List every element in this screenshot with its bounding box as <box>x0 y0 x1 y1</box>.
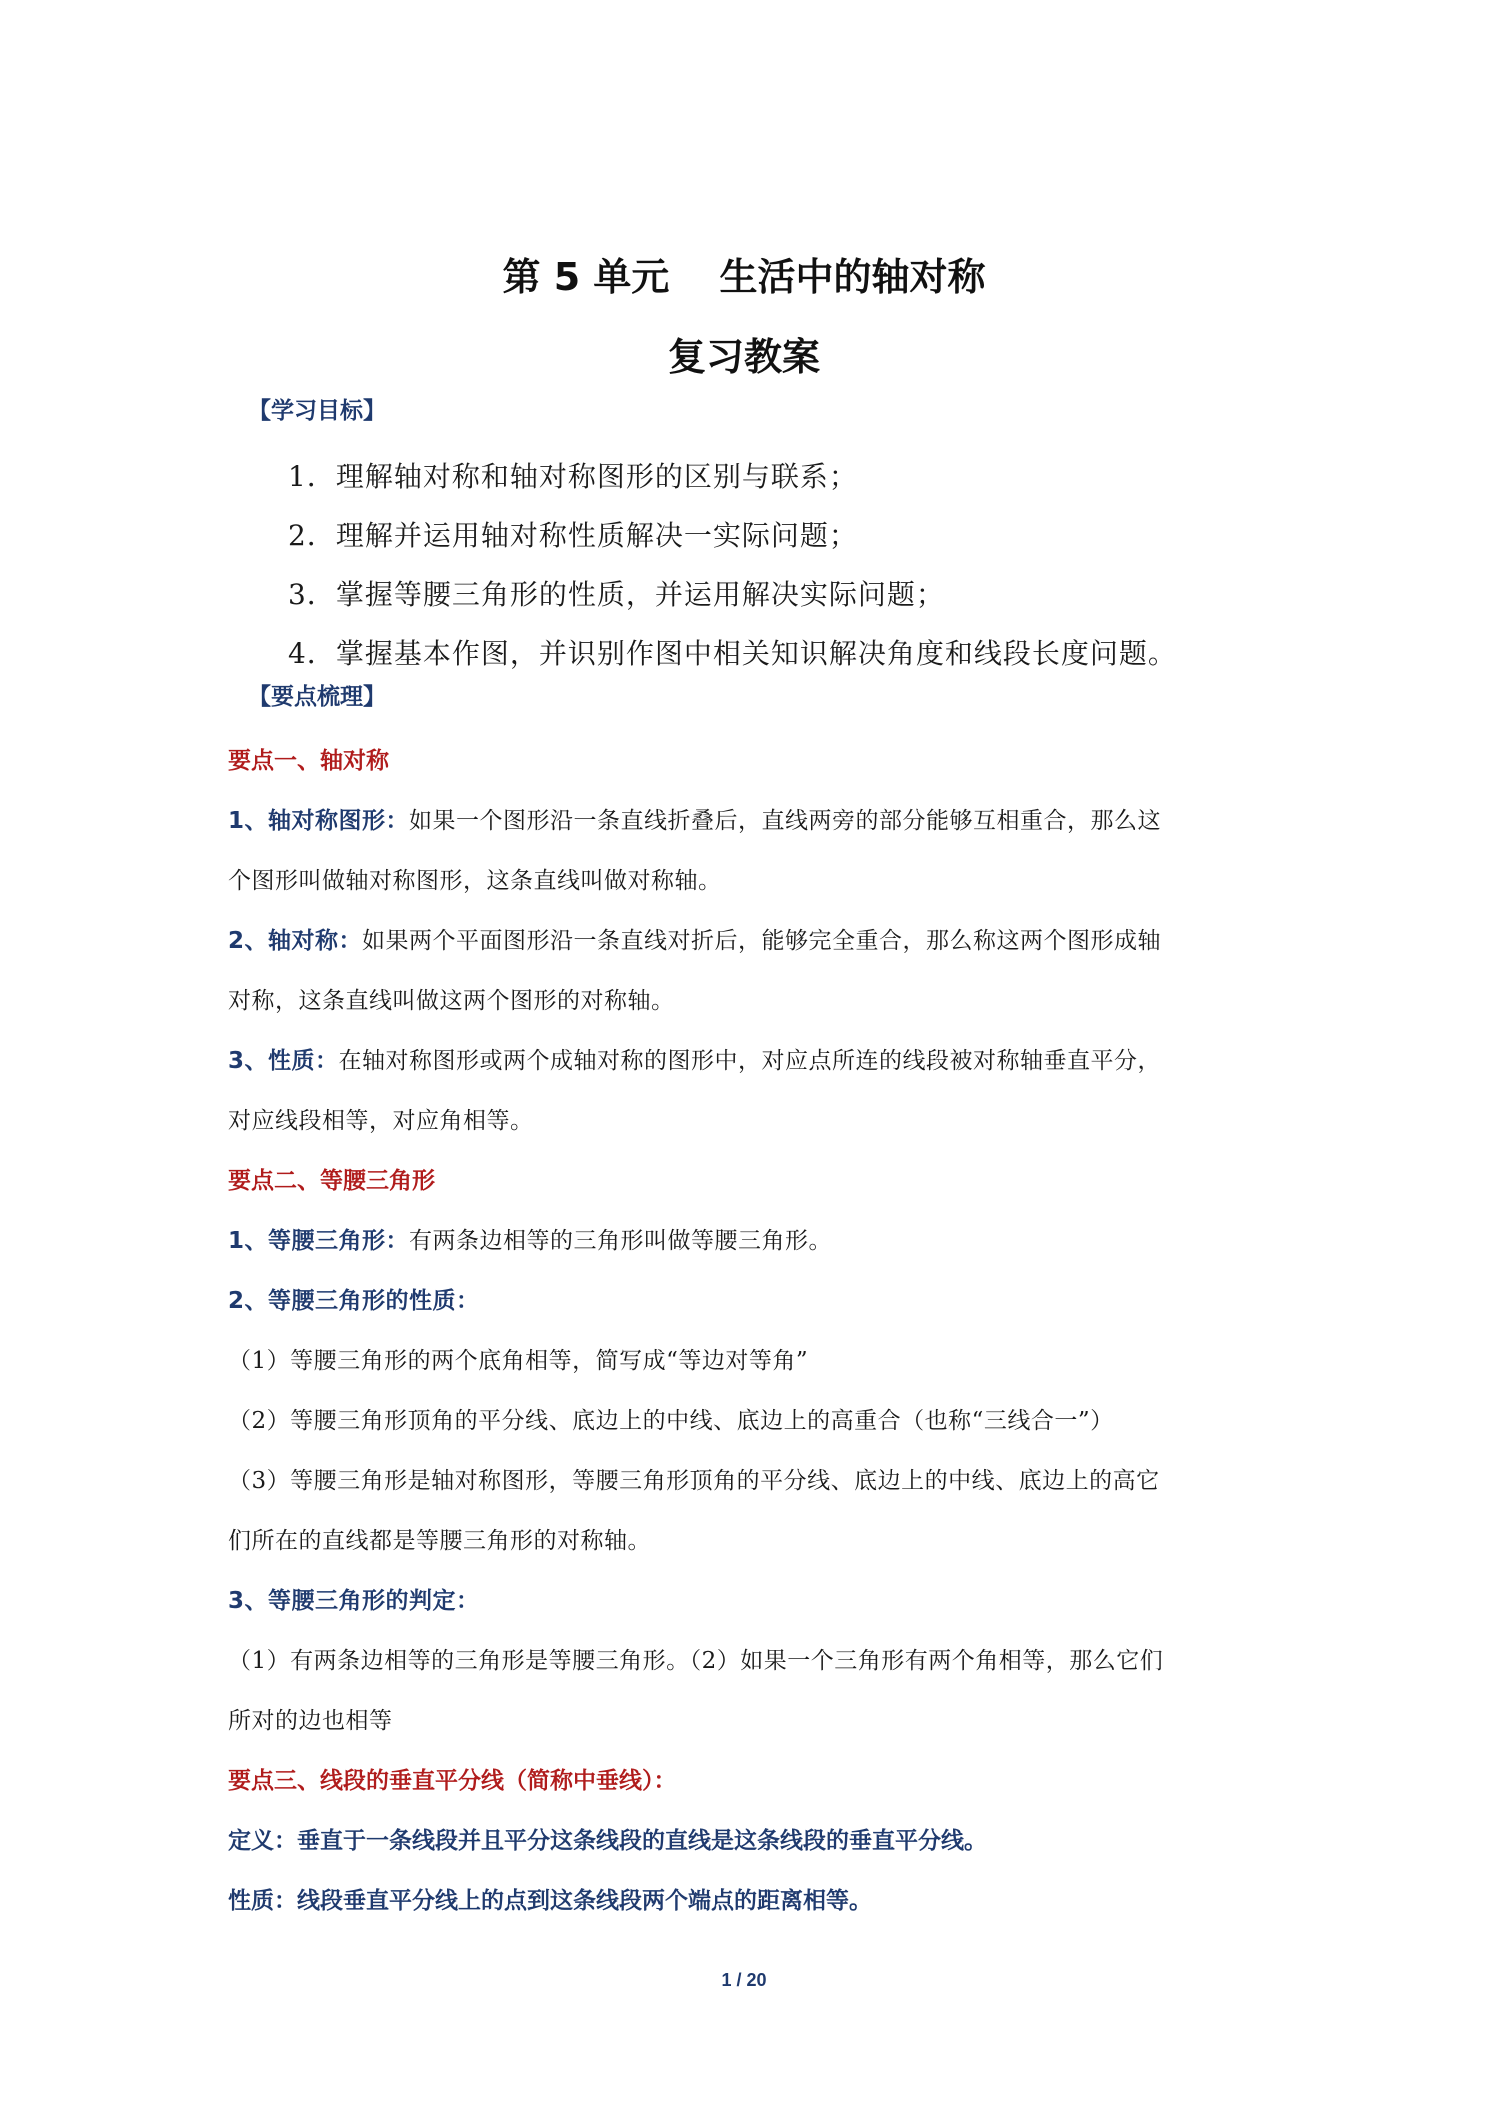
point2-item2-term: 2、等腰三角形的性质： <box>228 1288 480 1314</box>
point2-prop3: （3）等腰三角形是轴对称图形，等腰三角形顶角的平分线、底边上的中线、底边上的高它 <box>228 1468 1160 1494</box>
point2-judge: （1）有两条边相等的三角形是等腰三角形。（2）如果一个三角形有两个角相等，那么它们 <box>228 1648 1164 1674</box>
point2-prop2: （2）等腰三角形顶角的平分线、底边上的中线、底边上的高重合（也称“三线合一”） <box>228 1408 1114 1434</box>
point1-item1 <box>228 802 1161 835</box>
goal-item-3: 3．掌握等腰三角形的性质，并运用解决实际问题； <box>288 578 945 611</box>
point1-item2 <box>228 922 1161 955</box>
point2-item3 <box>228 1582 480 1615</box>
point1-item2-term: 2、轴对称： <box>228 928 363 954</box>
goal-item-1: 1．理解轴对称和轴对称图形的区别与联系； <box>288 460 858 493</box>
page-number: 1 / 20 <box>721 1970 767 1990</box>
point1-item2-cont: 对称，这条直线叫做这两个图形的对称轴。 <box>228 988 675 1014</box>
point2-item3-term: 3、等腰三角形的判定： <box>228 1588 480 1614</box>
point1-item1-term: 1、轴对称图形： <box>228 808 410 834</box>
point3-heading: 要点三、线段的垂直平分线（简称中垂线）： <box>228 1768 677 1794</box>
point1-heading: 要点一、轴对称 <box>228 748 389 774</box>
unit-topic: 生活中的轴对称 <box>719 255 986 299</box>
point2-item2 <box>228 1282 480 1315</box>
point2-item1 <box>228 1222 832 1255</box>
point2-heading: 要点二、等腰三角形 <box>228 1168 435 1194</box>
goals-heading: 【学习目标】 <box>248 398 386 424</box>
point1-item2-text: 如果两个平面图形沿一条直线对折后，能够完全重合，那么称这两个图形成轴 <box>362 928 1162 954</box>
point2-item1-term: 1、等腰三角形： <box>228 1228 410 1254</box>
point2-prop3-cont: 们所在的直线都是等腰三角形的对称轴。 <box>228 1528 651 1554</box>
point3-definition: 定义：垂直于一条线段并且平分这条线段的直线是这条线段的垂直平分线。 <box>228 1828 987 1854</box>
point3-property: 性质：线段垂直平分线上的点到这条线段两个端点的距离相等。 <box>228 1888 872 1914</box>
point2-item1-text: 有两条边相等的三角形叫做等腰三角形。 <box>409 1228 833 1254</box>
unit-label: 第 5 单元 <box>502 255 670 299</box>
point1-item1-cont: 个图形叫做轴对称图形，这条直线叫做对称轴。 <box>228 868 722 894</box>
summary-heading: 【要点梳理】 <box>248 684 386 710</box>
point1-item1-text: 如果一个图形沿一条直线折叠后，直线两旁的部分能够互相重合，那么这 <box>409 808 1162 834</box>
point2-judge-cont: 所对的边也相等 <box>228 1708 393 1734</box>
page-subtitle: 复习教案 <box>667 335 820 379</box>
point1-item3-term: 3、性质： <box>228 1048 339 1074</box>
page-title <box>0 246 1488 301</box>
goal-item-4: 4．掌握基本作图，并识别作图中相关知识解决角度和线段长度问题。 <box>288 637 1177 670</box>
point1-item3-cont: 对应线段相等，对应角相等。 <box>228 1108 534 1134</box>
point1-item3-text: 在轴对称图形或两个成轴对称的图形中，对应点所连的线段被对称轴垂直平分， <box>338 1048 1162 1074</box>
point2-prop1: （1）等腰三角形的两个底角相等，简写成“等边对等角” <box>228 1348 809 1374</box>
point1-item3 <box>228 1042 1161 1075</box>
goal-item-2: 2．理解并运用轴对称性质解决一实际问题； <box>288 519 858 552</box>
